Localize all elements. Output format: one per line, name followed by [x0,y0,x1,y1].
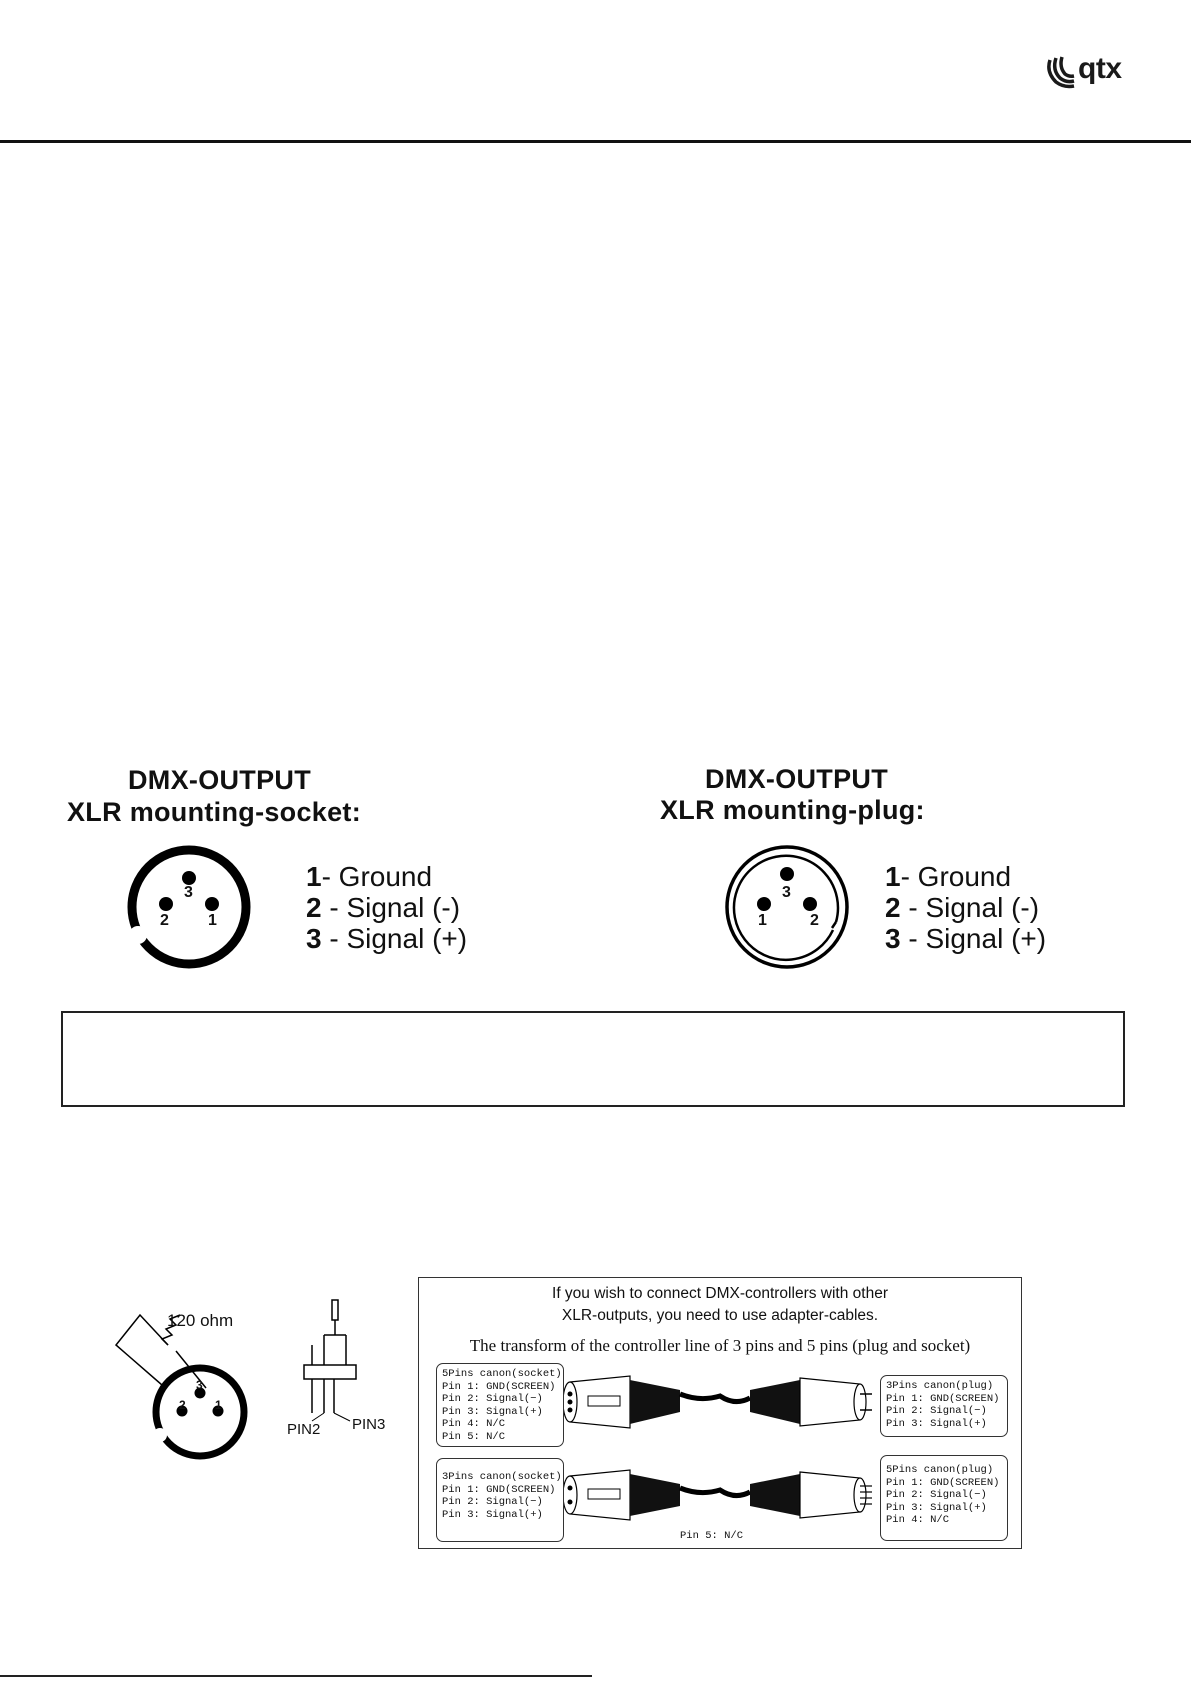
brand-name: qtx [1078,52,1122,85]
plug-pin-row: 1- Ground [885,861,1012,892]
pin3-label: PIN3 [352,1416,386,1433]
socket-pin-row: 2 - Signal (-) [306,892,461,923]
adapter-text-line2: XLR-outputs, you need to use adapter-cables. [561,1307,879,1324]
plug-outer-ring [727,847,847,967]
plug-title-line2: XLR mounting-plug: [660,795,925,825]
adapter-cable-bottom [563,1470,872,1520]
plug-label-2: 2 [810,912,819,929]
socket-pin-3 [182,871,196,885]
socket-pin-list [306,861,467,954]
adapter-cables-drawing [560,1362,880,1532]
socket-title-line2: XLR mounting-socket: [67,797,361,827]
plug-title-line1: DMX-OUTPUT [705,764,888,794]
terminator-label-3: 3 [196,1378,203,1392]
socket-title-line1: DMX-OUTPUT [128,765,311,795]
socket-label-1: 1 [208,912,217,929]
terminator-pin-diagram [290,1295,400,1435]
xlr-socket-diagram [124,842,254,972]
adapter-bottom-note: Pin 5: N/C [680,1530,744,1542]
socket-ring [132,850,246,964]
resistor-label: 120 ohm [167,1311,234,1330]
plug-pin-2 [803,897,817,911]
socket-label-3: 3 [184,884,193,901]
adapter-bottom-left-pins: 3Pins canon(socket) Pin 1: GND(SCREEN) Pin 2: Signal(−) Pin 3: Signal(+) [436,1458,564,1542]
plug-pin-row: 2 - Signal (-) [885,892,1040,923]
plug-pin-1 [757,897,771,911]
socket-pin-row: 1- Ground [306,861,433,892]
socket-pin-1 [205,897,219,911]
adapter-cable-top [563,1376,872,1428]
xlr-plug-diagram [722,842,852,972]
adapter-subtitle: The transform of the controller line of 3 pins and 5 pins (plug and socket) [469,1336,971,1355]
plug-pin-3 [780,867,794,881]
terminator-label-2: 2 [179,1398,186,1412]
adapter-top-right-pins: 3Pins canon(plug) Pin 1: GND(SCREEN) Pin 2: Signal(−) Pin 3: Signal(+) [880,1375,1008,1437]
plug-pin-row: 3 - Signal (+) [885,923,1047,954]
plug-label-1: 1 [758,912,767,929]
socket-pin-2 [159,897,173,911]
notice-box [61,1011,1125,1107]
plug-pin-list [885,861,1046,954]
plug-label-3: 3 [782,884,791,901]
socket-label-2: 2 [160,912,169,929]
terminator-label-1: 1 [215,1398,222,1412]
footer-rule [0,1675,592,1677]
pin2-label: PIN2 [287,1421,321,1438]
adapter-top-left-pins: 5Pins canon(socket) Pin 1: GND(SCREEN) Pin 2: Signal(−) Pin 3: Signal(+) Pin 4: N/C Pin 5: N/C [436,1363,564,1447]
socket-pin-row: 3 - Signal (+) [306,923,468,954]
adapter-bottom-right-pins: 5Pins canon(plug) Pin 1: GND(SCREEN) Pin 2: Signal(−) Pin 3: Signal(+) Pin 4: N/C [880,1455,1008,1541]
adapter-text-line1: If you wish to connect DMX-controllers with other [552,1285,888,1302]
header-rule [0,140,1191,143]
